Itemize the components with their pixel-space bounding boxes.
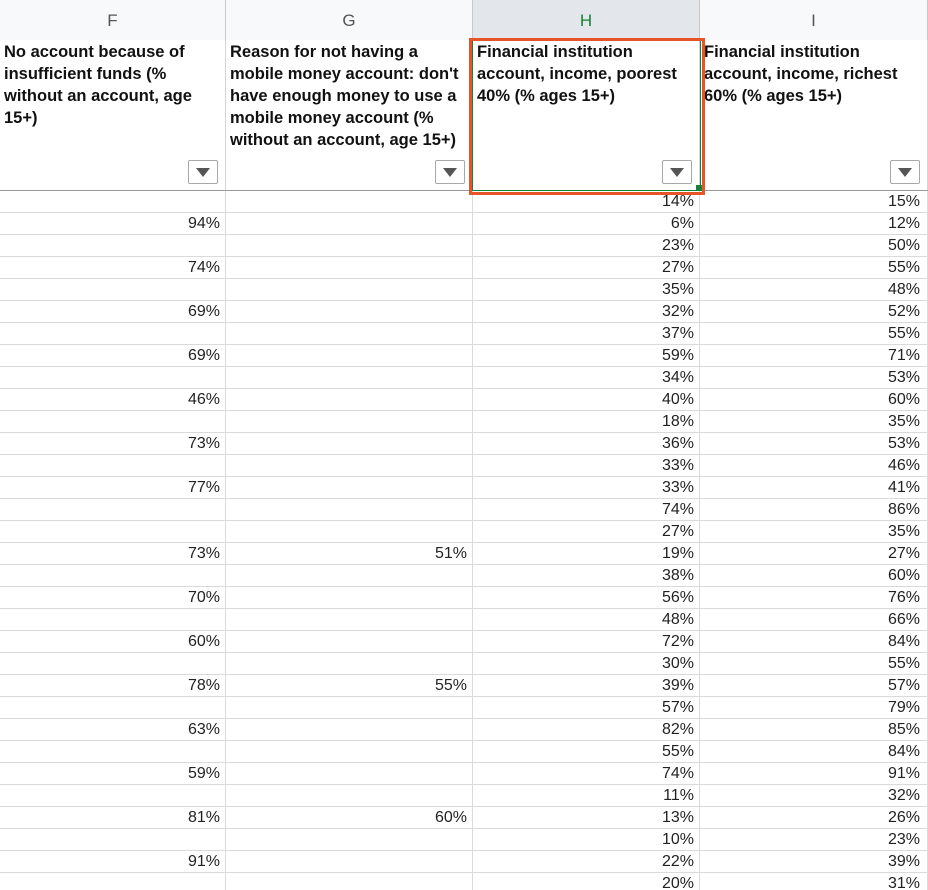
cell-f[interactable] xyxy=(0,697,226,718)
cell-g[interactable]: 55% xyxy=(226,675,473,696)
cell-g[interactable] xyxy=(226,587,473,608)
cell-i[interactable]: 50% xyxy=(700,235,928,256)
cell-h[interactable]: 34% xyxy=(473,367,700,388)
cell-f[interactable]: 91% xyxy=(0,851,226,872)
cell-h[interactable]: 55% xyxy=(473,741,700,762)
cell-h[interactable]: 74% xyxy=(473,763,700,784)
table-row xyxy=(0,191,928,213)
cell-i[interactable]: 32% xyxy=(700,785,928,806)
cell-i[interactable]: 57% xyxy=(700,675,928,696)
cell-h[interactable]: 38% xyxy=(473,565,700,586)
cell-i[interactable]: 31% xyxy=(700,873,928,890)
cell-f[interactable]: 69% xyxy=(0,345,226,366)
cell-f[interactable] xyxy=(0,873,226,890)
cell-h[interactable]: 82% xyxy=(473,719,700,740)
cell-i[interactable]: 52% xyxy=(700,301,928,322)
cell-g[interactable] xyxy=(226,697,473,718)
cell-h[interactable]: 30% xyxy=(473,653,700,674)
cell-f[interactable] xyxy=(0,323,226,344)
filter-dropdown-h[interactable] xyxy=(662,160,692,184)
cell-h[interactable]: 33% xyxy=(473,477,700,498)
cell-h[interactable]: 32% xyxy=(473,301,700,322)
cell-f[interactable]: 46% xyxy=(0,389,226,410)
cell-i[interactable]: 55% xyxy=(700,653,928,674)
cell-f[interactable]: 70% xyxy=(0,587,226,608)
cell-g[interactable] xyxy=(226,235,473,256)
table-row xyxy=(0,455,928,477)
cell-i[interactable]: 23% xyxy=(700,829,928,850)
cell-f[interactable] xyxy=(0,785,226,806)
cell-g[interactable] xyxy=(226,851,473,872)
table-row xyxy=(0,543,928,565)
cell-f[interactable] xyxy=(0,279,226,300)
cell-g[interactable] xyxy=(226,191,473,212)
cell-f[interactable]: 94% xyxy=(0,213,226,234)
cell-i[interactable]: 39% xyxy=(700,851,928,872)
cell-h[interactable]: 40% xyxy=(473,389,700,410)
cell-g[interactable] xyxy=(226,257,473,278)
table-row xyxy=(0,719,928,741)
cell-g[interactable] xyxy=(226,389,473,410)
cell-h[interactable]: 59% xyxy=(473,345,700,366)
cell-f[interactable] xyxy=(0,499,226,520)
cell-i[interactable]: 84% xyxy=(700,631,928,652)
cell-g[interactable] xyxy=(226,411,473,432)
cell-h[interactable]: 23% xyxy=(473,235,700,256)
cell-i[interactable]: 35% xyxy=(700,411,928,432)
column-letter-g[interactable]: G xyxy=(226,0,473,40)
cell-h[interactable]: 56% xyxy=(473,587,700,608)
table-row xyxy=(0,301,928,323)
chevron-down-icon xyxy=(443,168,457,177)
header-cell-h[interactable] xyxy=(473,40,700,190)
table-row xyxy=(0,323,928,345)
cell-f[interactable] xyxy=(0,741,226,762)
cell-g[interactable] xyxy=(226,631,473,652)
table-row xyxy=(0,499,928,521)
cell-i[interactable]: 35% xyxy=(700,521,928,542)
cell-g[interactable] xyxy=(226,323,473,344)
table-row xyxy=(0,873,928,890)
cell-f[interactable]: 69% xyxy=(0,301,226,322)
cell-f[interactable]: 74% xyxy=(0,257,226,278)
cell-h[interactable]: 27% xyxy=(473,521,700,542)
cell-h[interactable]: 39% xyxy=(473,675,700,696)
table-row xyxy=(0,807,928,829)
table-row xyxy=(0,213,928,235)
cell-f[interactable]: 59% xyxy=(0,763,226,784)
cell-f[interactable] xyxy=(0,455,226,476)
cell-i[interactable]: 26% xyxy=(700,807,928,828)
cell-g[interactable]: 60% xyxy=(226,807,473,828)
cell-h[interactable]: 10% xyxy=(473,829,700,850)
fill-handle[interactable] xyxy=(696,185,702,191)
table-row xyxy=(0,411,928,433)
cell-g[interactable] xyxy=(226,477,473,498)
header-cell-i[interactable] xyxy=(700,40,928,190)
cell-h[interactable]: 11% xyxy=(473,785,700,806)
header-cell-f[interactable] xyxy=(0,40,226,190)
cell-f[interactable] xyxy=(0,411,226,432)
cell-h[interactable]: 37% xyxy=(473,323,700,344)
filter-dropdown-g[interactable] xyxy=(435,160,465,184)
filter-dropdown-i[interactable] xyxy=(890,160,920,184)
cell-f[interactable] xyxy=(0,235,226,256)
table-row xyxy=(0,279,928,301)
cell-i[interactable]: 71% xyxy=(700,345,928,366)
cell-g[interactable] xyxy=(226,301,473,322)
column-letter-f[interactable]: F xyxy=(0,0,226,40)
chevron-down-icon xyxy=(670,168,684,177)
column-letter-i[interactable]: I xyxy=(700,0,928,40)
cell-i[interactable]: 41% xyxy=(700,477,928,498)
cell-h[interactable]: 57% xyxy=(473,697,700,718)
table-row xyxy=(0,609,928,631)
cell-i[interactable]: 85% xyxy=(700,719,928,740)
cell-f[interactable]: 81% xyxy=(0,807,226,828)
table-row xyxy=(0,785,928,807)
cell-h[interactable]: 22% xyxy=(473,851,700,872)
table-row xyxy=(0,521,928,543)
table-row xyxy=(0,389,928,411)
cell-g[interactable] xyxy=(226,741,473,762)
cell-f[interactable] xyxy=(0,609,226,630)
table-row xyxy=(0,697,928,719)
cell-h[interactable]: 6% xyxy=(473,213,700,234)
table-row xyxy=(0,829,928,851)
cell-g[interactable] xyxy=(226,829,473,850)
cell-g[interactable] xyxy=(226,785,473,806)
cell-i[interactable]: 53% xyxy=(700,367,928,388)
cell-f[interactable]: 78% xyxy=(0,675,226,696)
cell-f[interactable]: 73% xyxy=(0,543,226,564)
cell-h[interactable]: 14% xyxy=(473,191,700,212)
table-row xyxy=(0,345,928,367)
table-row xyxy=(0,675,928,697)
cell-g[interactable] xyxy=(226,345,473,366)
cell-f[interactable]: 73% xyxy=(0,433,226,454)
header-text-i: Financial institution account, income, richest 60% (% ages 15+) xyxy=(704,43,898,105)
table-row xyxy=(0,565,928,587)
cell-f[interactable]: 63% xyxy=(0,719,226,740)
header-text-f: No account because of insufficient funds (% without an account, age 15+) xyxy=(4,43,192,127)
cell-g[interactable] xyxy=(226,279,473,300)
cell-h[interactable]: 33% xyxy=(473,455,700,476)
cell-i[interactable]: 84% xyxy=(700,741,928,762)
cell-i[interactable]: 27% xyxy=(700,543,928,564)
cell-g[interactable] xyxy=(226,609,473,630)
column-letter-h[interactable]: H xyxy=(473,0,700,40)
chevron-down-icon xyxy=(196,168,210,177)
cell-g[interactable] xyxy=(226,521,473,542)
cell-f[interactable] xyxy=(0,565,226,586)
cell-g[interactable] xyxy=(226,433,473,454)
cell-f[interactable]: 60% xyxy=(0,631,226,652)
cell-h[interactable]: 48% xyxy=(473,609,700,630)
cell-i[interactable]: 66% xyxy=(700,609,928,630)
table-row xyxy=(0,257,928,279)
table-row xyxy=(0,477,928,499)
cell-h[interactable]: 13% xyxy=(473,807,700,828)
table-row xyxy=(0,235,928,257)
cell-i[interactable]: 86% xyxy=(700,499,928,520)
cell-f[interactable] xyxy=(0,521,226,542)
cell-g[interactable] xyxy=(226,719,473,740)
cell-i[interactable]: 15% xyxy=(700,191,928,212)
cell-g[interactable] xyxy=(226,565,473,586)
cell-g[interactable] xyxy=(226,455,473,476)
cell-f[interactable] xyxy=(0,829,226,850)
table-row xyxy=(0,433,928,455)
cell-h[interactable]: 20% xyxy=(473,873,700,890)
cell-h[interactable]: 27% xyxy=(473,257,700,278)
cell-f[interactable] xyxy=(0,191,226,212)
cell-i[interactable]: 76% xyxy=(700,587,928,608)
cell-g[interactable] xyxy=(226,653,473,674)
table-row xyxy=(0,653,928,675)
cell-h[interactable]: 35% xyxy=(473,279,700,300)
cell-i[interactable]: 55% xyxy=(700,323,928,344)
cell-i[interactable]: 53% xyxy=(700,433,928,454)
table-row xyxy=(0,851,928,873)
header-text-g: Reason for not having a mobile money account: don't have enough money to use a mobile money account (% without an account, age 15+) xyxy=(230,43,459,149)
cell-i[interactable]: 79% xyxy=(700,697,928,718)
cell-i[interactable]: 91% xyxy=(700,763,928,784)
table-row xyxy=(0,587,928,609)
chevron-down-icon xyxy=(898,168,912,177)
header-row xyxy=(0,40,928,191)
cell-f[interactable]: 77% xyxy=(0,477,226,498)
cell-g[interactable] xyxy=(226,763,473,784)
header-text-h: Financial institution account, income, poorest 40% (% ages 15+) xyxy=(477,43,677,105)
cell-f[interactable] xyxy=(0,653,226,674)
cell-i[interactable]: 60% xyxy=(700,565,928,586)
table-row xyxy=(0,367,928,389)
data-rows xyxy=(0,191,928,890)
cell-g[interactable] xyxy=(226,213,473,234)
cell-i[interactable]: 46% xyxy=(700,455,928,476)
cell-g[interactable]: 51% xyxy=(226,543,473,564)
cell-g[interactable] xyxy=(226,499,473,520)
cell-h[interactable]: 36% xyxy=(473,433,700,454)
cell-h[interactable]: 74% xyxy=(473,499,700,520)
table-row xyxy=(0,763,928,785)
filter-dropdown-f[interactable] xyxy=(188,160,218,184)
cell-h[interactable]: 19% xyxy=(473,543,700,564)
cell-g[interactable] xyxy=(226,367,473,388)
cell-i[interactable]: 12% xyxy=(700,213,928,234)
table-row xyxy=(0,741,928,763)
cell-h[interactable]: 72% xyxy=(473,631,700,652)
cell-g[interactable] xyxy=(226,873,473,890)
cell-f[interactable] xyxy=(0,367,226,388)
cell-i[interactable]: 48% xyxy=(700,279,928,300)
header-cell-g[interactable] xyxy=(226,40,473,190)
column-letter-bar xyxy=(0,0,928,41)
cell-i[interactable]: 55% xyxy=(700,257,928,278)
cell-h[interactable]: 18% xyxy=(473,411,700,432)
cell-i[interactable]: 60% xyxy=(700,389,928,410)
table-row xyxy=(0,631,928,653)
